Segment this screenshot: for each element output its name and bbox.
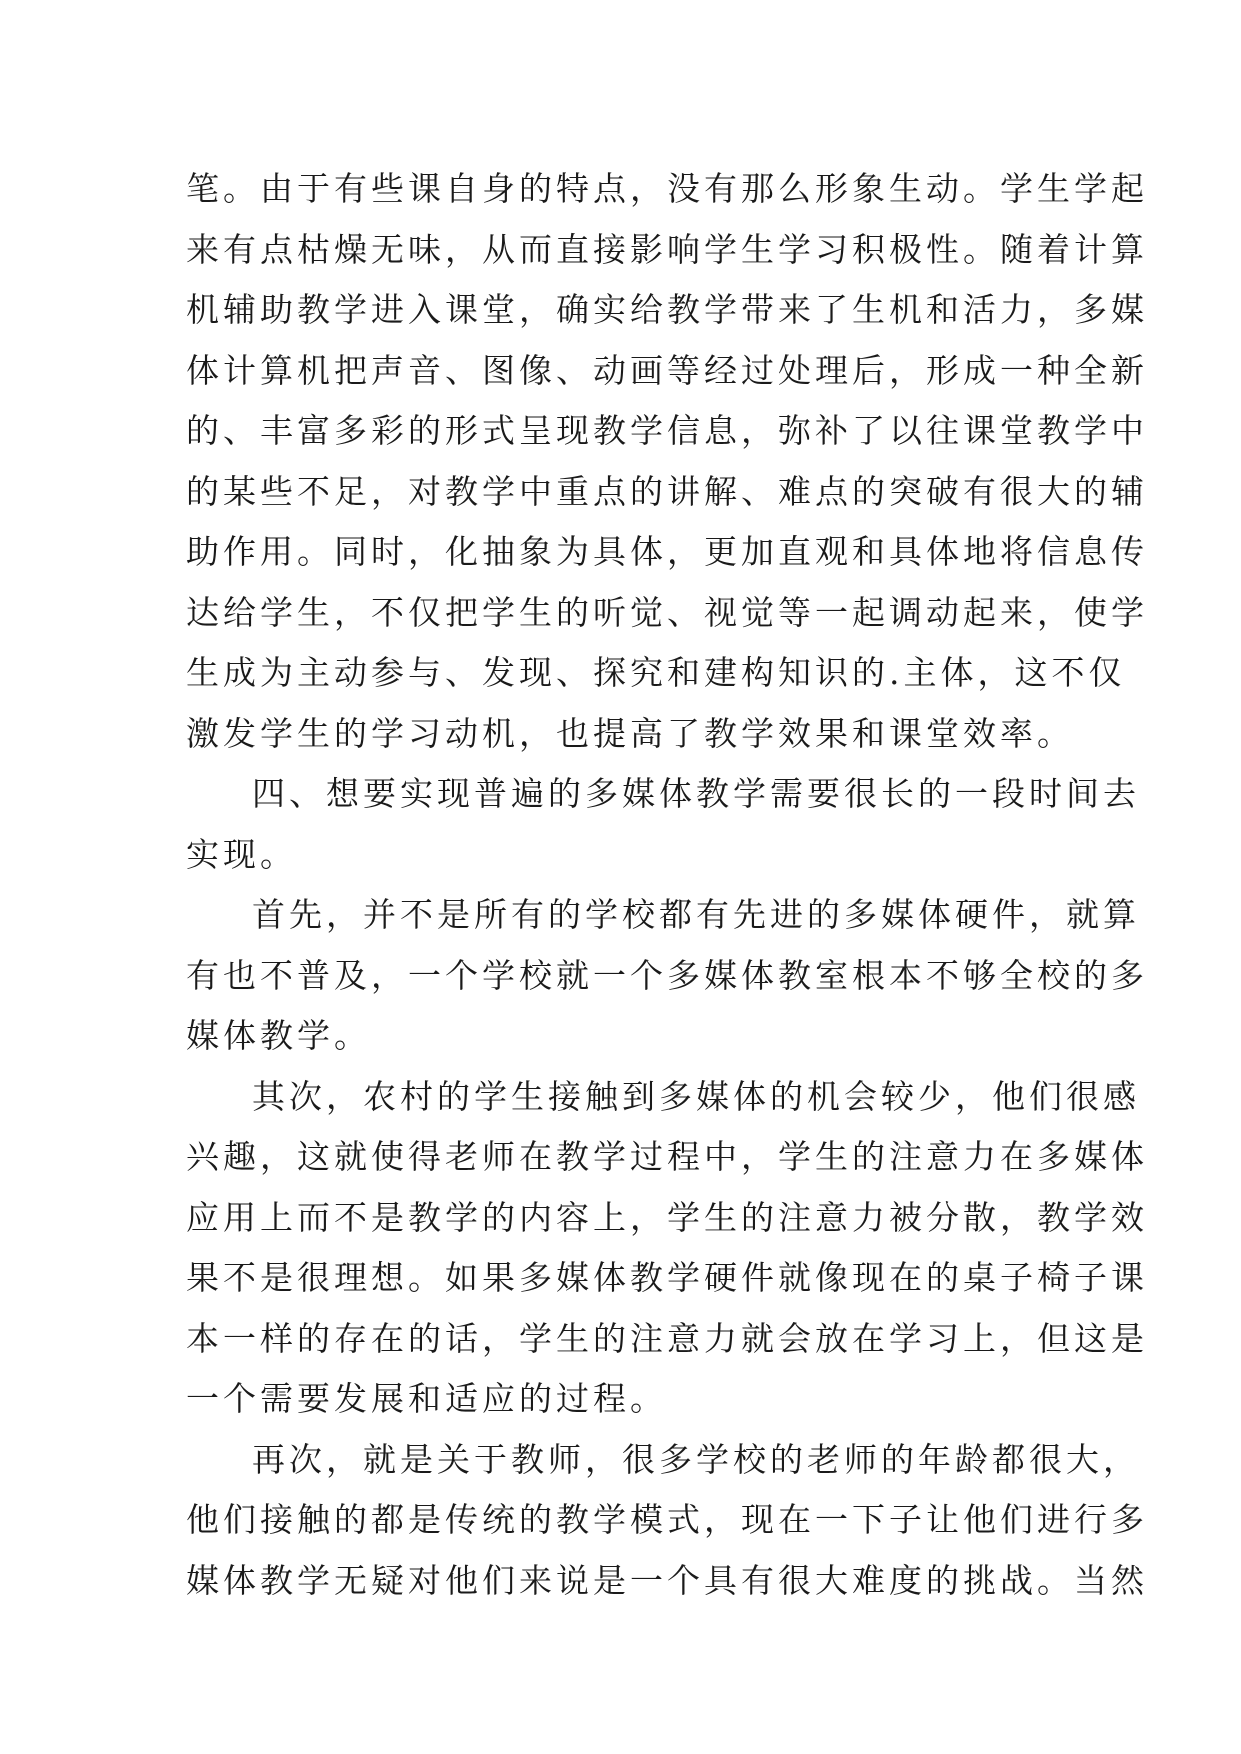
text-line: 机辅助教学进入课堂，确实给教学带来了生机和活力，多媒 — [186, 290, 1148, 329]
paragraph-first-line: 其次，农村的学生接触到多媒体的机会较少，他们很感 — [252, 1076, 1140, 1116]
text-line: 生成为主动参与、发现、探究和建构知识的.主体，这不仅 — [186, 653, 1126, 692]
paragraph-first-line: 首先，并不是所有的学校都有先进的多媒体硬件，就算 — [252, 895, 1140, 934]
paragraph-first-line: 再次，就是关于教师，很多学校的老师的年龄都很大， — [252, 1439, 1140, 1479]
text-line: 果不是很理想。如果多媒体教学硬件就像现在的桌子椅子课 — [186, 1258, 1148, 1297]
text-line: 媒体教学。 — [186, 1016, 371, 1055]
text-line: 来有点枯燥无味，从而直接影响学生学习积极性。随着计算 — [186, 229, 1148, 269]
text-line: 他们接触的都是传统的教学模式，现在一下子让他们进行多 — [186, 1500, 1148, 1539]
text-line: 笔。由于有些课自身的特点，没有那么形象生动。学生学起 — [186, 169, 1148, 208]
text-line: 实现。 — [186, 834, 297, 874]
text-line: 体计算机把声音、图像、动画等经过处理后，形成一种全新 — [186, 350, 1148, 390]
text-line: 应用上而不是教学的内容上，学生的注意力被分散，教学效 — [186, 1197, 1148, 1237]
text-line: 激发学生的学习动机，也提高了教学效果和课堂效率。 — [186, 713, 1074, 753]
text-line: 达给学生，不仅把学生的听觉、视觉等一起调动起来，使学 — [186, 592, 1148, 632]
text-line: 一个需要发展和适应的过程。 — [186, 1379, 667, 1418]
text-line: 本一样的存在的话，学生的注意力就会放在学习上，但这是 — [186, 1318, 1148, 1358]
section-heading-line: 四、想要实现普遍的多媒体教学需要很长的一段时间去 — [252, 774, 1140, 813]
text-line: 有也不普及，一个学校就一个多媒体教室根本不够全校的多 — [186, 955, 1148, 995]
text-line: 助作用。同时，化抽象为具体，更加直观和具体地将信息传 — [186, 532, 1148, 571]
text-line: 媒体教学无疑对他们来说是一个具有很大难度的挑战。当然 — [186, 1560, 1148, 1600]
text-line: 的、丰富多彩的形式呈现教学信息，弥补了以往课堂教学中 — [186, 411, 1148, 450]
text-line: 的某些不足，对教学中重点的讲解、难点的突破有很大的辅 — [186, 471, 1148, 511]
text-line: 兴趣，这就使得老师在教学过程中，学生的注意力在多媒体 — [186, 1137, 1148, 1176]
document-body — [186, 159, 1148, 1611]
